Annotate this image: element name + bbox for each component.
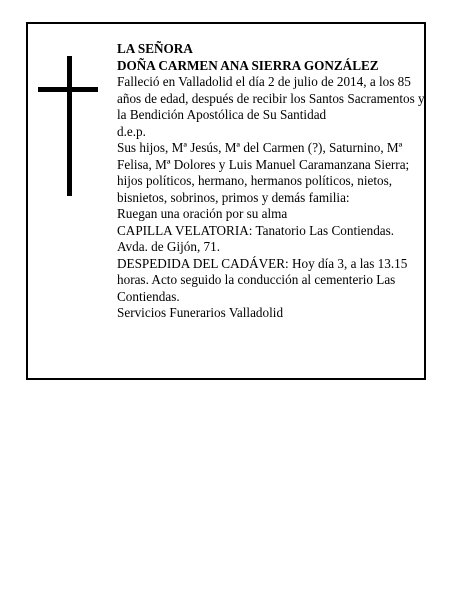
notice-text (117, 41, 425, 322)
wake-location: CAPILLA VELATORIA: Tanatorio Las Contiendas. Avda. de Gijón, 71. (117, 222, 395, 254)
cross-icon-horizontal (38, 87, 98, 92)
cross-icon-vertical (67, 56, 72, 196)
farewell-details: DESPEDIDA DEL CADÁVER: Hoy día 3, a las 13.15 horas. Acto seguido la conducción al cementerio Las Contiendas. (117, 255, 408, 304)
rip-text: d.e.p. (117, 123, 146, 139)
prayer-request: Ruegan una oración por su alma (117, 206, 288, 221)
notice-title: LA SEÑORA (117, 41, 193, 56)
death-details: Falleció en Valladolid el día 2 de julio de 2014, a los 85 años de edad, después de recibir los Santos Sacramentos y la Bendición Apostólica de Su Santidad (117, 74, 425, 122)
family-list: Sus hijos, Mª Jesús, Mª del Carmen (?), Saturnino, Mª Felisa, Mª Dolores y Luis Manuel Caramanzana Sierra; hijos políticos, hermano, hermanos políticos, nietos, bisnietos, sobrinos, primos y demás familia: (117, 140, 410, 205)
funeral-services: Servicios Funerarios Valladolid (117, 305, 284, 320)
deceased-name: DOÑA CARMEN ANA SIERRA GONZÁLEZ (117, 57, 379, 73)
obituary-notice (26, 22, 426, 380)
